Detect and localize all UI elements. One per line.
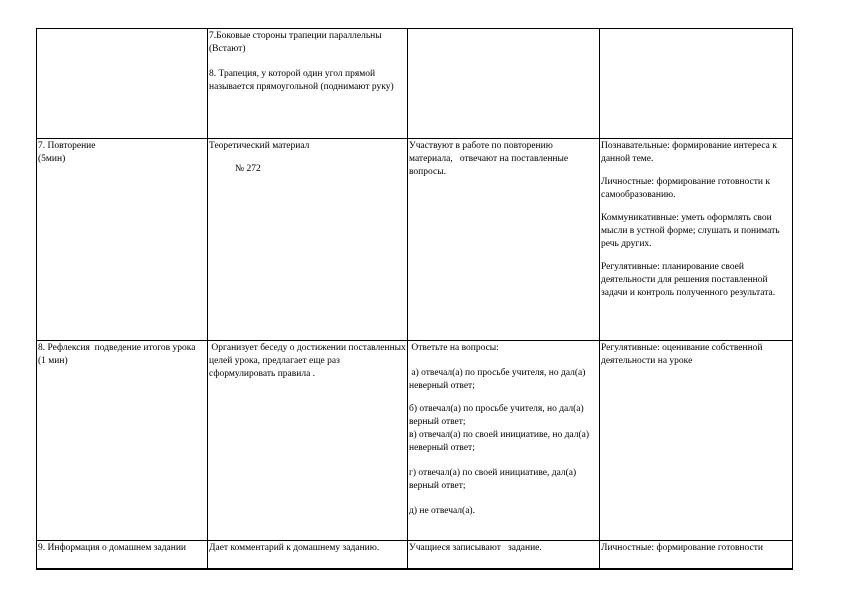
question-prompt: Ответьте на вопросы: [409, 343, 499, 353]
uud-cell [600, 29, 793, 139]
teacher-activity-cell [208, 29, 408, 139]
cell-text: Теоретический материал [209, 141, 310, 151]
student-activity-cell [408, 341, 600, 541]
uud-regulatory: Регулятивные: оценивание собственной деятельности на уроке [601, 343, 763, 366]
uud-cell [600, 541, 793, 570]
table-row [37, 341, 793, 541]
uud-regulatory: Регулятивные: планирование своей деятельности для решения поставленной задачи и контроль полученного результата. [601, 262, 776, 298]
student-activity-cell [408, 29, 600, 139]
stage-cell [37, 541, 208, 570]
cell-text: Организует беседу о достижении поставленных целей урока, предлагает еще раз сформулировать правила . [209, 343, 409, 379]
answer-option: г) отвечал(а) по своей инициативе, дал(а) верный ответ; [409, 468, 577, 491]
stage-cell [37, 29, 208, 139]
stage-title: 8. Рефлексия подведение итогов урока [38, 343, 196, 353]
cell-text: Участвуют в работе по повторению материала, отвечают на поставленные вопросы. [409, 141, 571, 177]
answer-option: б) отвечал(а) по просьбе учителя, но дал(а) верный ответ; [409, 404, 584, 427]
table-row [37, 139, 793, 341]
stage-cell [37, 341, 208, 541]
uud-communicative: Коммуникативные: уметь оформлять свои мысли в устной форме; слушать и понимать речь других. [601, 213, 780, 249]
student-activity-cell [408, 139, 600, 341]
stage-duration: (1 мин) [38, 356, 68, 366]
stage-duration: (5мин) [38, 154, 66, 164]
stage-title: 9. Информация о домашнем задании [38, 543, 186, 553]
uud-cell [600, 341, 793, 541]
stage-title: 7. Повторение [38, 141, 96, 151]
uud-personal: Личностные: формирование готовности к самообразованию. [601, 177, 770, 200]
stage-cell [37, 139, 208, 341]
teacher-activity-cell [208, 139, 408, 341]
student-activity-cell [408, 541, 600, 570]
lesson-plan-table [36, 28, 793, 570]
answer-option: в) отвечал(а) по своей инициативе, но дал(а) неверный ответ; [409, 430, 589, 453]
teacher-activity-cell [208, 541, 408, 570]
table-row [37, 541, 793, 570]
uud-personal: Личностные: формирование готовности [601, 543, 763, 553]
teacher-activity-cell [208, 341, 408, 541]
uud-cognitive: Познавательные: формирование интереса к данной теме. [601, 141, 777, 164]
cell-text: 7.Боковые стороны трапеции параллельны (Встают) [209, 31, 382, 54]
cell-text: 8. Трапеция, у которой один угол прямой называется прямоугольной (поднимают руку) [209, 69, 394, 92]
exercise-number: № 272 [235, 164, 261, 174]
cell-text: Дает комментарий к домашнему заданию. [209, 543, 380, 553]
cell-text: Учащиеся записывают задание. [409, 543, 542, 553]
uud-cell [600, 139, 793, 341]
answer-option: д) не отвечал(а). [409, 506, 475, 516]
table-row [37, 29, 793, 139]
answer-option: а) отвечал(а) по просьбе учителя, но дал(а) неверный ответ; [409, 368, 588, 391]
